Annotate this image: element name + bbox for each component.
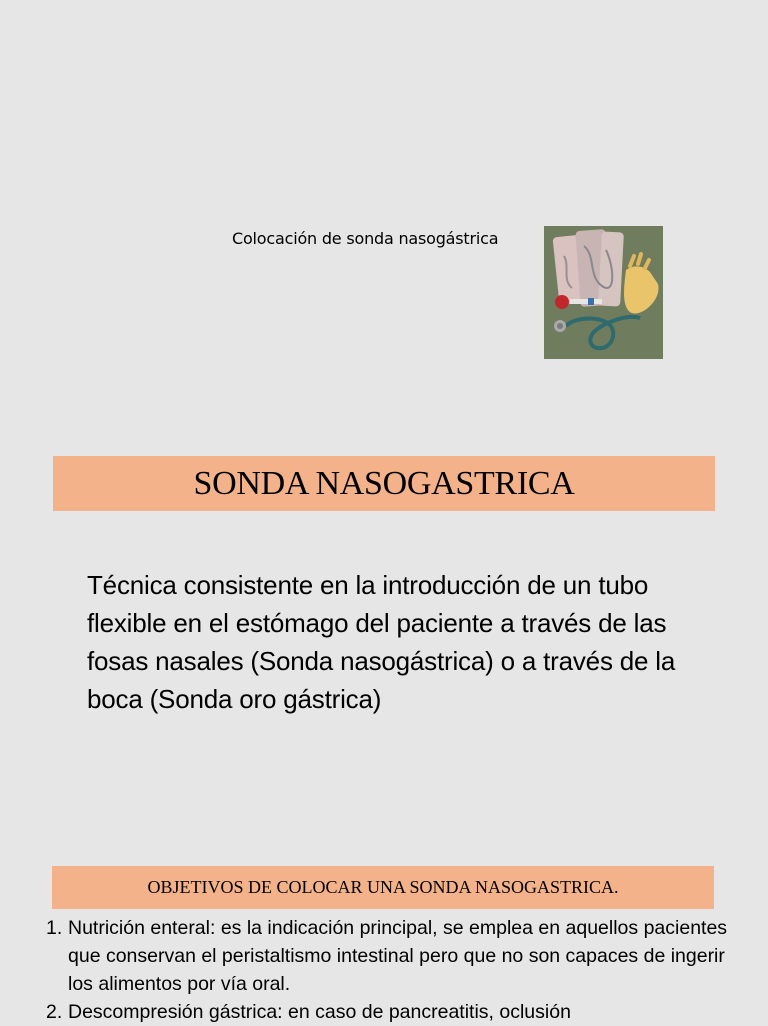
list-item-number: 2. [46,1001,63,1023]
objectives-title-banner: OBJETIVOS DE COLOCAR UNA SONDA NASOGASTRICA. [52,866,714,909]
list-item-number: 1. [46,917,63,939]
slide-title-banner: SONDA NASOGASTRICA [53,456,715,511]
definition-text: Técnica consistente en la introducción de un tubo flexible en el estómago del paciente a través de las fosas nasales (Sonda nasogástrica) o a través de la boca (Sonda oro gástrica) [87,570,676,714]
objectives-list [40,914,740,1026]
list-item [40,998,740,1026]
slide-caption: Colocación de sonda nasogástrica [232,229,499,248]
list-item-text: Nutrición enteral: es la indicación principal, se emplea en aquellos pacientes que conservan el peristaltismo intestinal pero que no son capaces de ingerir los alimentos por vía oral. [68,917,728,995]
list-item-text: Descompresión gástrica: en caso de pancreatitis, oclusión [68,1001,571,1023]
list-item [40,914,740,998]
medical-equipment-photo [544,226,663,359]
